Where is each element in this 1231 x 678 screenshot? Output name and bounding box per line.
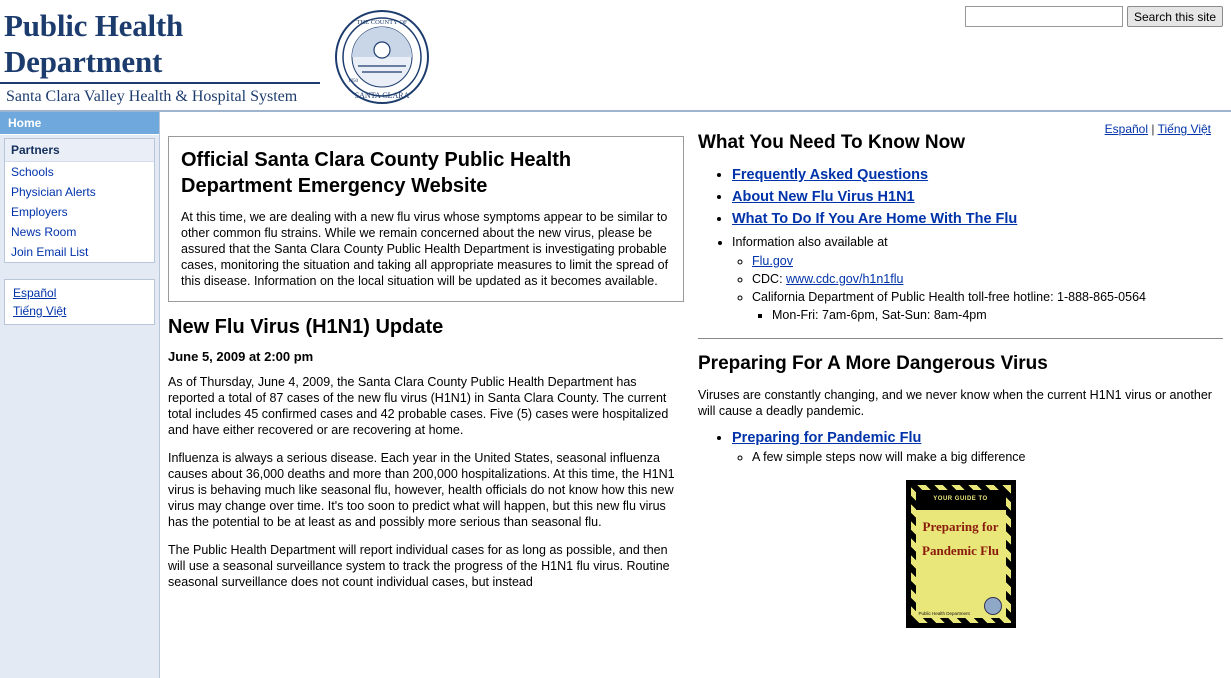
info-also-list [698,234,1223,324]
hotline-hours-list [752,307,1223,324]
know-now-list [698,166,1223,228]
main-column [168,118,684,678]
booklet-image-wrapper [698,480,1223,628]
top-language-separator: | [1151,122,1155,136]
list-item [732,210,1223,228]
booklet-footer-text: Public Health Department [918,611,970,616]
content-area [160,112,1231,678]
sidebar-partners-box [4,138,155,263]
section-divider [698,338,1223,339]
booklet-top-text: YOUR GUIDE TO [916,490,1006,510]
booklet-inner [916,490,1006,618]
list-item [732,234,1223,324]
sidebar [0,112,160,678]
booklet-title-line1: Preparing for [922,519,999,534]
callout-body: At this time, we are dealing with a new flu virus whose symptoms appear to be similar to other common flu strains. While we remain concerned about the new virus, please be assured that the Santa Clara County Public Health Department is investigating probable cases, monitoring the situation and taking all appropriate measures to limit the spread of this disease. Information on the local situation will be updated as it becomes available. [181,210,669,288]
update-date: June 5, 2009 at 2:00 pm [168,349,314,364]
preparing-sub-text: ◦ A few simple steps now will make a big difference [752,449,1223,466]
site-logo [0,8,320,107]
sidebar-item-join-email-list[interactable]: Join Email List [11,245,89,259]
preparing-body: Viruses are constantly changing, and we never know when the current H1N1 virus or another will cause a deadly pandemic. [698,388,1212,418]
top-language-espanol[interactable]: Español [1104,122,1149,136]
list-item [732,429,1223,466]
list-item [752,253,1223,270]
info-sources-list [732,253,1223,324]
sidebar-item-news-room[interactable]: News Room [11,225,77,239]
hotline-hours: ▪ Mon-Fri: 7am-6pm, Sat-Sun: 8am-4pm [772,307,1223,324]
sidebar-language-espanol[interactable]: Español [13,286,57,300]
search-input[interactable] [965,6,1123,27]
sidebar-item-employers[interactable]: Employers [11,205,68,219]
site-header [0,0,1231,112]
list-item [732,188,1223,206]
booklet-title-line2: Pandemic Flu [922,543,999,558]
page-body [0,112,1231,678]
list-item [752,271,1223,288]
list-item [752,289,1223,324]
top-language-switcher [1105,122,1211,136]
link-faq[interactable]: Frequently Asked Questions [732,167,929,183]
svg-text:1850: 1850 [348,79,358,84]
update-paragraph-3: The Public Health Department will report individual cases for as long as possible, and then will use a seasonal surveillance system to track the progress of the H1N1 flu virus. Routine seasonal surveillance does not count individual cases, but instead [168,543,670,589]
update-heading: New Flu Virus (H1N1) Update [168,316,444,338]
update-paragraph-2: Influenza is always a serious disease. Each year in the United States, seasonal influenza causes about 36,000 deaths and more than 200,000 hospitalizations. At this time, the H1N1 virus is behaving much like seasonal flu, however, health officials do not know how this new virus may change over time. It's too soon to predict what will happen, but this new flu virus has the potential to be at least as and possibly more serious than seasonal flu. [168,451,675,529]
sidebar-language-box [4,279,155,325]
link-flu-gov[interactable]: Flu.gov [752,254,793,268]
pandemic-flu-booklet-image[interactable] [906,480,1016,628]
list-item [732,166,1223,184]
logo-divider [0,82,320,84]
update-paragraph-1: As of Thursday, June 4, 2009, the Santa Clara County Public Health Department has reported a total of 87 cases of the new flu virus (H1N1) in Santa Clara County. The current total includes 45 confirmed cases and 42 probable cases. Five (5) cases were hospitalized and have either recovered or are recovering at home. [168,375,669,437]
link-preparing-pandemic-flu[interactable]: Preparing for Pandemic Flu [732,430,922,446]
top-language-tieng-viet[interactable]: Tiếng Việt [1157,122,1211,136]
callout-title: Official Santa Clara County Public Health Department Emergency Website [181,149,572,197]
search-button[interactable]: Search this site [1127,6,1223,27]
side-column [698,118,1223,678]
cdph-hotline-text: California Department of Public Health toll-free hotline: 1-888-865-0564 [752,290,1146,304]
preparing-sub-list [732,449,1223,466]
site-search [965,6,1223,27]
sidebar-item-physician-alerts[interactable]: Physician Alerts [11,185,96,199]
info-also-label: Information also available at [732,235,888,249]
cdc-label: CDC: [752,272,787,286]
sidebar-language-tieng-viet[interactable]: Tiếng Việt [13,304,67,318]
site-subtitle: Santa Clara Valley Health & Hospital System [6,88,298,105]
link-about-h1n1[interactable]: About New Flu Virus H1N1 [732,189,915,205]
svg-text:SANTA CLARA: SANTA CLARA [354,91,410,100]
link-home-with-flu[interactable]: What To Do If You Are Home With The Flu [732,211,1018,227]
sidebar-item-home[interactable]: Home [0,112,159,135]
link-cdc-h1n1flu[interactable]: www.cdc.gov/h1n1flu [786,272,904,286]
preparing-heading: Preparing For A More Dangerous Virus [698,353,1048,374]
sidebar-item-schools[interactable]: Schools [11,165,54,179]
sidebar-section-partners: Partners [5,139,154,162]
booklet-seal-icon [984,597,1002,615]
county-seal-icon [328,8,436,106]
preparing-list [698,429,1223,466]
site-title: Public Health Department [4,8,184,79]
know-now-heading: What You Need To Know Now [698,132,966,153]
emergency-callout [168,136,684,302]
svg-text:THE COUNTY OF: THE COUNTY OF [356,19,408,26]
